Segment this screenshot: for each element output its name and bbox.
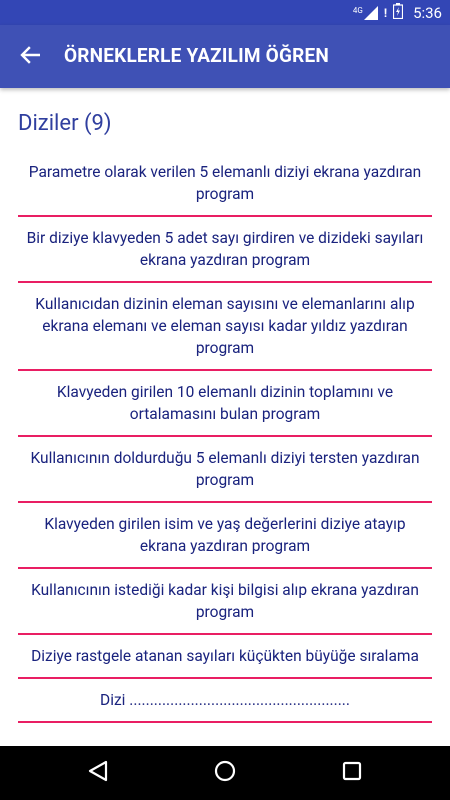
circle-home-icon bbox=[214, 760, 236, 786]
list-item-label: Parametre olarak verilen 5 elemanlı diziyi ekrana yazdıran program bbox=[28, 163, 422, 203]
nav-home-button[interactable] bbox=[212, 760, 238, 786]
list-item[interactable] bbox=[18, 283, 432, 371]
list-item[interactable] bbox=[18, 569, 432, 635]
back-button[interactable] bbox=[16, 44, 44, 70]
program-list bbox=[18, 151, 432, 723]
square-recents-icon bbox=[342, 761, 362, 785]
app-bar bbox=[0, 25, 450, 88]
section-title: Diziler (9) bbox=[18, 111, 112, 136]
list-item[interactable] bbox=[18, 151, 432, 217]
network-icon bbox=[353, 6, 378, 20]
app-title: ÖRNEKLERLE YAZILIM ÖĞREN bbox=[64, 44, 329, 67]
list-item-label: Klavyeden girilen 10 elemanlı dizinin toplamını ve ortalamasını bulan program bbox=[56, 383, 394, 423]
list-item-label: Klavyeden girilen isim ve yaş değerlerini diziye atayıp ekrana yazdıran program bbox=[44, 515, 406, 555]
list-item[interactable] bbox=[18, 371, 432, 437]
clock: 5:36 bbox=[413, 3, 442, 22]
list-item[interactable] bbox=[18, 217, 432, 283]
list-item-label: Kullanıcıdan dizinin eleman sayısını ve elemanlarını alıp ekrana elemanı ve eleman sayısı kadar yıldız yazdıran program bbox=[35, 295, 415, 357]
nav-back-button[interactable] bbox=[85, 760, 111, 786]
alert-icon: ! bbox=[383, 5, 388, 20]
list-item[interactable] bbox=[18, 437, 432, 503]
status-bar bbox=[0, 0, 450, 25]
navigation-bar bbox=[0, 746, 450, 800]
arrow-left-icon bbox=[20, 46, 40, 68]
list-item-label: Bir diziye klavyeden 5 adet sayı girdiren ve dizideki sayıları ekrana yazdıran program bbox=[26, 229, 424, 269]
network-type: 4G bbox=[352, 5, 363, 15]
list-item[interactable] bbox=[18, 635, 432, 679]
status-icons bbox=[353, 3, 442, 22]
list-item[interactable] bbox=[18, 679, 432, 723]
list-item-label: Dizi ...................................................... bbox=[100, 691, 350, 709]
content-area[interactable] bbox=[0, 88, 450, 746]
list-item-label: Kullanıcının doldurduğu 5 elemanlı diziyi tersten yazdıran program bbox=[30, 449, 420, 489]
list-item-label: Kullanıcının istediği kadar kişi bilgisi alıp ekrana yazdıran program bbox=[31, 581, 419, 621]
battery-icon bbox=[393, 3, 403, 23]
triangle-back-icon bbox=[88, 760, 108, 786]
list-item-label: Diziye rastgele atanan sayıları küçükten büyüğe sıralama bbox=[31, 647, 419, 665]
list-item[interactable] bbox=[18, 503, 432, 569]
nav-recents-button[interactable] bbox=[339, 760, 365, 786]
